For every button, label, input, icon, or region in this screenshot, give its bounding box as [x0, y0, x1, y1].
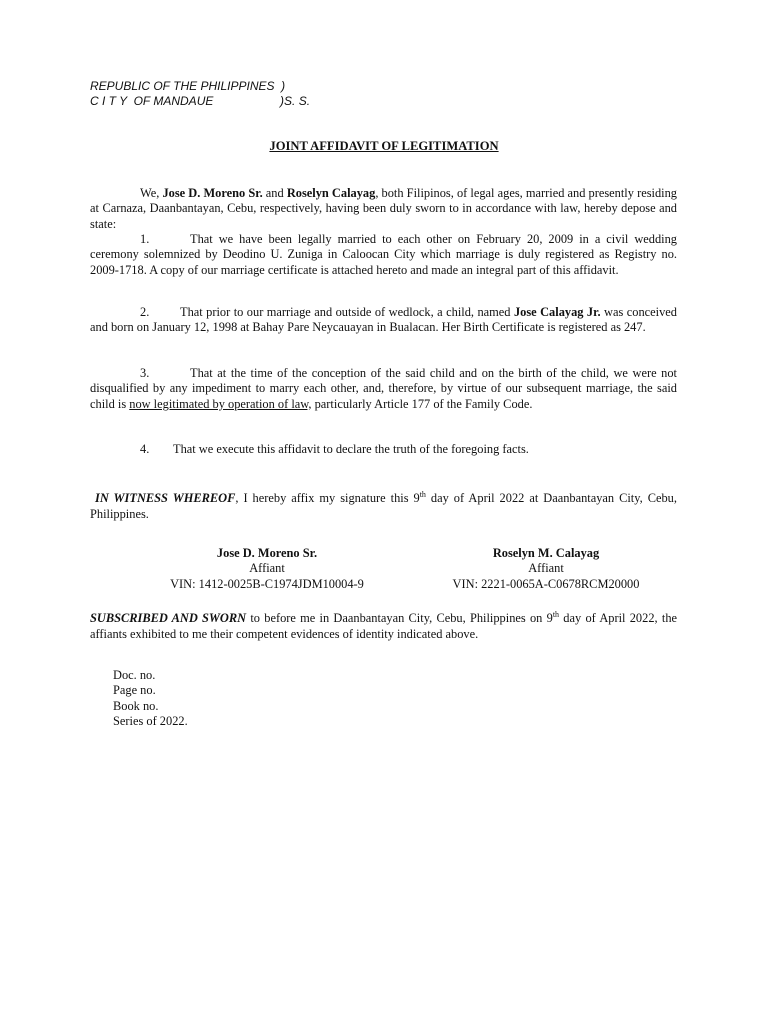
- statement-3: 3. That at the time of the conception of the said child and on the birth of the child, we were not disqualified by any impediment to marry each other, and, therefore, by virtue of our subsequent marriage, the said child is now legitimated by operation of law, particularly Article 177 of the Family Code.: [90, 366, 677, 411]
- signatory-vin: VIN: 1412-0025B-C1974JDM10004-9: [170, 576, 364, 591]
- signature-block-1: [127, 546, 407, 592]
- child-name: Jose Calayag Jr.: [513, 305, 601, 319]
- statement-1: 1. That we have been legally married to each other on February 20, 2009 in a civil wedding ceremony solemnized by Deodino U. Zuniga in Caloocan City which marriage is duly registered as Registry no. 2009-1718. A copy of our marriage certificate is attached hereto and made an integral part of this affidavit.: [90, 232, 677, 277]
- caption-city: C I T Y OF MANDAUE )S. S.: [90, 94, 311, 108]
- statement-4: 4. That we execute this affidavit to declare the truth of the foregoing facts.: [140, 442, 529, 456]
- jurat-lead: SUBSCRIBED AND SWORN: [90, 611, 247, 626]
- affiant-name-2: Roselyn Calayag: [286, 186, 376, 200]
- witness-lead: IN WITNESS WHEREOF: [95, 491, 236, 506]
- signatory-role: Affiant: [528, 561, 564, 576]
- signature-block-2: [406, 546, 686, 592]
- statement-number: 1.: [140, 232, 150, 246]
- legitimation-clause: now legitimated by operation of law,: [129, 396, 312, 411]
- statement-number: 4.: [140, 442, 150, 456]
- notarial-register: [113, 668, 188, 730]
- signatory-role: Affiant: [249, 561, 285, 576]
- doc-no: Doc. no.: [113, 668, 156, 682]
- page-no: Page no.: [113, 683, 156, 698]
- document-title: JOINT AFFIDAVIT OF LEGITIMATION: [269, 139, 499, 153]
- witness-paragraph: IN WITNESS WHEREOF, I hereby affix my signature this 9th day of April 2022 at Daanbantayan City, Cebu, Philippines.: [90, 490, 677, 521]
- caption-republic: REPUBLIC OF THE PHILIPPINES ): [90, 79, 286, 93]
- signatory-name: Roselyn M. Calayag: [492, 546, 600, 560]
- jurat-paragraph: SUBSCRIBED AND SWORN to before me in Daanbantayan City, Cebu, Philippines on 9th day of April 2022, the affiants exhibited to me their competent evidences of identity indicated above.: [90, 610, 678, 641]
- affiant-name-1: Jose D. Moreno Sr.: [162, 186, 263, 200]
- series-year: Series of 2022.: [113, 714, 188, 729]
- signatory-name: Jose D. Moreno Sr.: [216, 546, 318, 560]
- statement-number: 2.: [140, 305, 150, 319]
- signatory-vin: VIN: 2221-0065A-C0678RCM20000: [452, 576, 640, 591]
- statement-number: 3.: [140, 366, 150, 380]
- intro-paragraph: We, Jose D. Moreno Sr. and Roselyn Calayag, both Filipinos, of legal ages, married and presently residing at Carnaza, Daanbantayan, Cebu, respectively, having been duly sworn to in accordance with law, hereby depose and state:: [90, 186, 677, 231]
- statement-2: 2. That prior to our marriage and outside of wedlock, a child, named Jose Calayag Jr. was conceived and born on January 12, 1998 at Bahay Pare Neycauayan in Bualacan. Her Birth Certificate is registered as 247.: [90, 305, 677, 335]
- book-no: Book no.: [113, 698, 159, 713]
- venue-caption: [90, 79, 310, 109]
